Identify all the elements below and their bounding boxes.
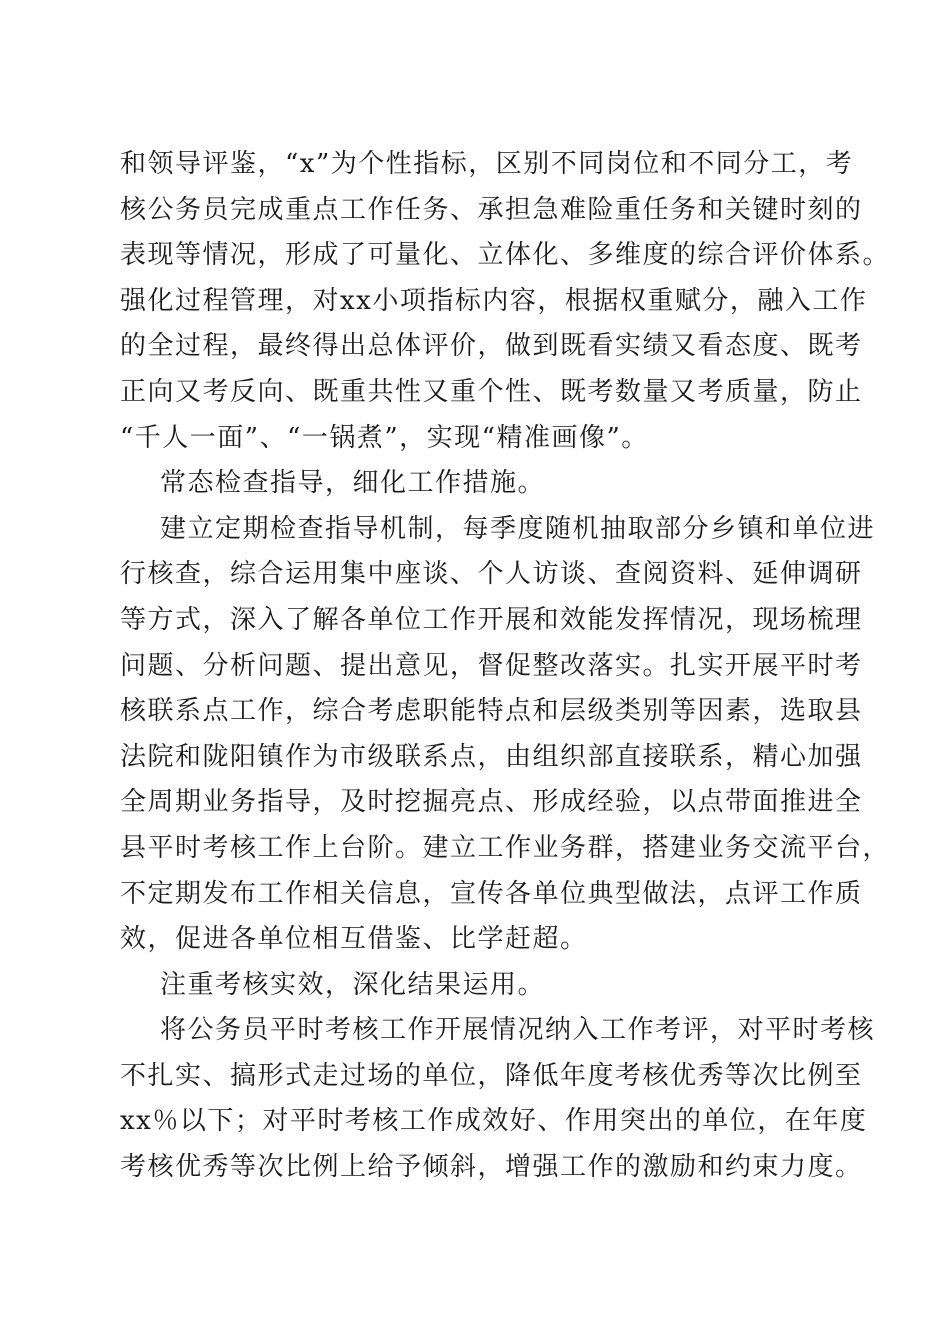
text-line: 考核优秀等次比例上给予倾斜，增强工作的激励和约束力度。 [120,1152,863,1183]
text-line: 表现等情况，形成了可量化、立体化、多维度的综合评价体系。 [120,240,891,271]
text-line: 核公务员完成重点工作任务、承担急难险重任务和关键时刻的 [120,194,863,225]
text-line: 县平时考核工作上台阶。建立工作业务群，搭建业务交流平台， [120,832,891,863]
text-line: 将公务员平时考核工作开展情况纳入工作考评，对平时考核 [160,1015,876,1046]
text-line: 不扎实、搞形式走过场的单位，降低年度考核优秀等次比例至 [120,1060,863,1091]
section-heading: 常态检查指导，细化工作措施。 [160,468,546,499]
text-line: 全周期业务指导，及时挖掘亮点、形成经验，以点带面推进全 [120,787,863,818]
text-line: “千人一面”、“一锅煮”，实现“精准画像”。 [120,422,649,453]
text-line: 效，促进各单位相互借鉴、比学赶超。 [120,924,588,955]
text-line: 正向又考反向、既重共性又重个性、既考数量又考质量，防止 [120,376,863,407]
text-line: 行核查，综合运用集中座谈、个人访谈、查阅资料、延伸调研 [120,559,863,590]
text-line: 强化过程管理，对xx小项指标内容，根据权重赋分，融入工作 [120,285,868,316]
text-line: 法院和陇阳镇作为市级联系点，由组织部直接联系，精心加强 [120,741,863,772]
text-line: 核联系点工作，综合考虑职能特点和层级类别等因素，选取县 [120,696,863,727]
section-heading: 注重考核实效，深化结果运用。 [160,969,546,1000]
text-line: 问题、分析问题、提出意见，督促整改落实。扎实开展平时考 [120,650,863,681]
text-line: 等方式，深入了解各单位工作开展和效能发挥情况，现场梳理 [120,604,863,635]
text-line: 的全过程，最终得出总体评价，做到既看实绩又看态度、既考 [120,331,863,362]
text-line: 不定期发布工作相关信息，宣传各单位典型做法，点评工作质 [120,878,863,909]
text-line: 建立定期检查指导机制，每季度随机抽取部分乡镇和单位进 [160,513,876,544]
text-line: xx％以下；对平时考核工作成效好、作用突出的单位，在年度 [120,1106,868,1137]
document-body [120,142,891,1191]
text-line: 和领导评鉴，“x”为个性指标，区别不同岗位和不同分工，考 [120,149,854,179]
